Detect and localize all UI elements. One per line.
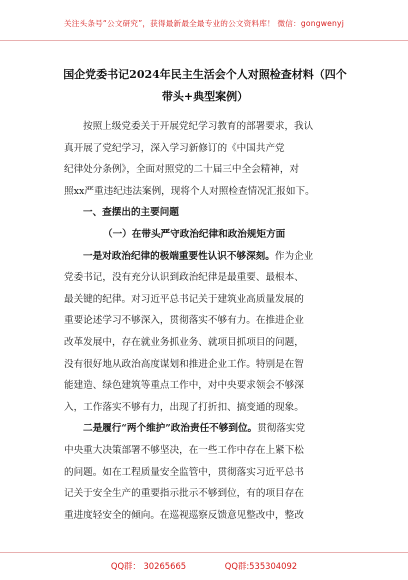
paragraph-line: 改革发展中，存在就业务抓业务、就项目抓项目的问题， (64, 336, 304, 348)
paragraph-line: 真开展了党纪学习，深入学习新修订的《中国共产党 (64, 142, 285, 154)
header-banner: 关注头条号“公文研究”，获得最新最全最专业的公文资料库！ 微信：gongwenyj (63, 19, 345, 28)
paragraph-line: 能建造、绿色建筑等重点工作中，对中央要求领会不够深 (64, 380, 304, 392)
point-one-lead: 一是对政治纪律的极端重要性认识不够深刻。 (83, 250, 275, 262)
paragraph-line: 重要论述学习不够深入，贯彻落实不够有力。在推进企业 (64, 315, 304, 327)
subsection-heading: （一）在带头严守政治纪律和政治规矩方面 (103, 228, 286, 240)
paragraph-line (64, 246, 364, 268)
point-one-text: 作为企业 (274, 250, 314, 262)
title-line-1: 国企党委书记2024年民主生活会个人对照检查材料（四个 (63, 68, 347, 81)
paragraph-line: 党委书记，没有充分认识到政治纪律是最重要、最根本、 (64, 272, 304, 284)
document-body (64, 116, 364, 526)
paragraph-line: 的问题。如在工程质量安全监管中，贯彻落实习近平总书 (64, 466, 304, 478)
footer (0, 560, 408, 572)
paragraph-line: 按照上级党委关于开展党纪学习教育的部署要求，我认 (83, 121, 314, 132)
paragraph-line: 入，工作落实不够有力，出现了打折扣、搞变通的现象。 (64, 401, 304, 413)
footer-qq-group-1: QQ群： 30265665 (110, 561, 187, 571)
title-line-2: 带头+典型案例） (161, 90, 249, 103)
footer-divider (0, 552, 408, 553)
section-heading: 一、查摆出的主要问题 (83, 207, 179, 219)
paragraph-line: 重进度轻安全的倾向。在巡视巡察反馈意见整改中，整改 (64, 509, 304, 521)
paragraph-line: 记关于安全生产的重要指示批示不够到位，有的项目存在 (64, 488, 304, 500)
paragraph-line: 纪律处分条例》，全面对照党的二十届三中全会精神，对 (64, 164, 300, 176)
point-two-text: 贯彻落实党 (257, 423, 306, 435)
paragraph-line: 最关键的纪律。对习近平总书记关于建筑业高质量发展的 (64, 293, 304, 305)
paragraph-line: 中央重大决策部署不够坚决，在一些工作中存在上紧下松 (64, 444, 304, 456)
paragraph-line: 没有很好地从政治高度谋划和推进企业工作。特别是在智 (64, 358, 304, 370)
footer-qq-group-2: QQ群:535304092 (224, 561, 298, 571)
point-two-lead: 二是履行“两个维护”政治责任不够到位。 (83, 423, 258, 435)
header-divider (0, 40, 408, 41)
paragraph-line (64, 418, 364, 440)
paragraph-line: 照xx严重违纪违法案例，现将个人对照检查情况汇报如下。 (64, 185, 315, 197)
document-title (40, 64, 370, 108)
